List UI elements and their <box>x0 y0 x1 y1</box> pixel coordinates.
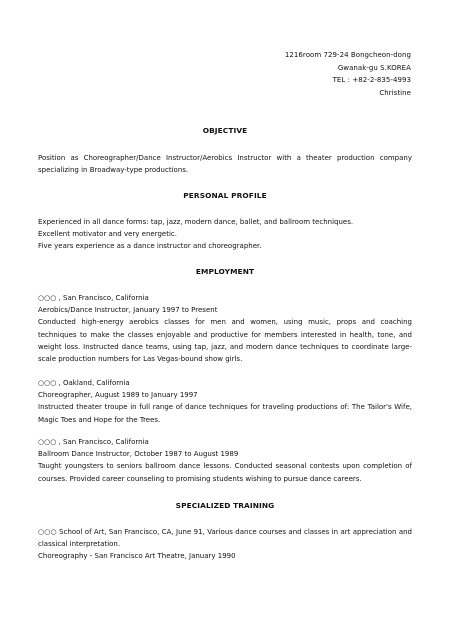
job-2-employer: ○○○ , Oakland, California <box>38 379 130 387</box>
employment-heading: EMPLOYMENT <box>195 267 255 276</box>
job-3-employer: ○○○ , San Francisco, California <box>38 438 149 446</box>
training-line-2: Choreography - San Francisco Art Theatre, January 1990 <box>38 552 236 561</box>
name-line: Christine <box>379 88 411 97</box>
profile-line-2: Excellent motivator and very energetic. <box>38 230 177 239</box>
job-1-position: Aerobics/Dance Instructor, January 1997 to Present <box>38 306 218 315</box>
job-3-position: Ballroom Dance Instructor, October 1987 to August 1989 <box>38 450 239 459</box>
contact-block <box>285 49 411 99</box>
training-heading: SPECIALIZED TRAINING <box>175 501 275 510</box>
training-text <box>38 526 412 563</box>
job-3 <box>38 436 412 485</box>
job-1-description: Conducted high-energy aerobics classes for men and women, using music, props and coaching techniques to make the classes enjoyable and productive for members interested in health, tone, and weight loss. Instructed dance teams, using tap, jazz, and modern dance techniques to coordinate large-scale production numbers for Las Vegas-bound show girls. <box>38 318 412 364</box>
profile-line-1: Experienced in all dance forms: tap, jazz, modern dance, ballet, and ballroom techniques. <box>38 218 354 226</box>
job-2-position: Choreographer, August 1989 to January 1997 <box>38 391 198 400</box>
objective-heading: OBJECTIVE <box>202 126 248 135</box>
objective-text <box>38 152 412 176</box>
phone-line: TEL : +82-2-835-4993 <box>332 76 411 84</box>
profile-line-3: Five years experience as a dance instructor and choreographer. <box>38 242 262 251</box>
address-line-1: 1216room 729-24 Bongcheon-dong <box>284 51 411 59</box>
address-line-2: Gwanak-gu S.KOREA <box>337 63 411 72</box>
profile-text <box>38 216 412 253</box>
objective-paragraph: Position as Choreographer/Dance Instructor/Aerobics Instructor with a theater production company specializing in Broadway-type productions. <box>38 154 412 175</box>
job-2 <box>38 377 412 426</box>
training-line-1: ○○○ School of Art, San Francisco, CA, June 91, Various dance courses and classes in art appreciation and classical interpretation. <box>38 528 412 549</box>
job-3-description: Taught youngsters to seniors ballroom dance lessons. Conducted seasonal contests upon completion of courses. Provided career counseling to promising students wishing to pursue dance careers. <box>38 462 412 483</box>
profile-heading: PERSONAL PROFILE <box>183 191 267 200</box>
job-2-description: Instructed theater troupe in full range of dance techniques for traveling productions of: The Tailor's Wife, Magic Toes and Hope for the Trees. <box>38 403 412 424</box>
job-1-employer: ○○○ , San Francisco, California <box>38 294 149 302</box>
job-1 <box>38 292 412 365</box>
